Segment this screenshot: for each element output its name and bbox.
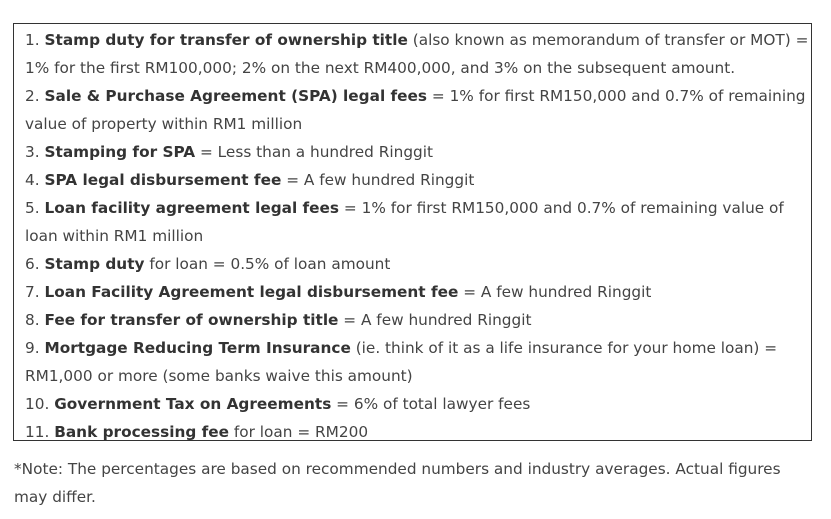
fee-description: = 6% of total lawyer fees bbox=[331, 395, 531, 413]
fee-number: 11. bbox=[25, 423, 50, 441]
fee-title: Bank processing fee bbox=[54, 423, 230, 441]
fee-number: 6. bbox=[25, 255, 40, 273]
fee-item-8 bbox=[25, 306, 811, 334]
fee-item-11 bbox=[25, 418, 811, 446]
fee-number: 9. bbox=[25, 339, 40, 357]
fee-number: 4. bbox=[25, 171, 40, 189]
fee-number: 5. bbox=[25, 199, 40, 217]
fee-title: Mortgage Reducing Term Insurance bbox=[44, 339, 351, 357]
fee-number: 3. bbox=[25, 143, 40, 161]
fee-title: Stamp duty bbox=[44, 255, 145, 273]
fee-item-3 bbox=[25, 138, 811, 166]
fee-title: Fee for transfer of ownership title bbox=[44, 311, 339, 329]
fee-description: = A few hundred Ringgit bbox=[458, 283, 652, 301]
fee-item-10 bbox=[25, 390, 811, 418]
fee-title: Government Tax on Agreements bbox=[54, 395, 332, 413]
fee-number: 2. bbox=[25, 87, 40, 105]
fee-item-9 bbox=[25, 334, 811, 390]
fee-description: (also known as memorandum of transfer or MOT) = 1% for the first RM100,000; 2% on the next RM400,000, and 3% on the subsequent amount. bbox=[25, 31, 809, 77]
fee-number: 10. bbox=[25, 395, 50, 413]
fee-title: Loan Facility Agreement legal disbursement fee bbox=[44, 283, 459, 301]
fee-description: for loan = RM200 bbox=[229, 423, 369, 441]
fees-list-box bbox=[13, 23, 812, 441]
fee-item-5 bbox=[25, 194, 811, 250]
fee-title: Stamp duty for transfer of ownership title bbox=[44, 31, 408, 49]
fee-item-4 bbox=[25, 166, 811, 194]
fee-title: Stamping for SPA bbox=[44, 143, 196, 161]
fee-description: (ie. think of it as a life insurance for your home loan) = RM1,000 or more (some banks waive this amount) bbox=[25, 339, 778, 385]
fee-number: 7. bbox=[25, 283, 40, 301]
fee-title: Loan facility agreement legal fees bbox=[44, 199, 340, 217]
disclaimer-note: *Note: The percentages are based on recommended numbers and industry averages. Actual figures may differ. bbox=[14, 460, 781, 506]
fee-description: = 1% for first RM150,000 and 0.7% of remaining value of loan within RM1 million bbox=[25, 199, 784, 245]
fee-description: = A few hundred Ringgit bbox=[338, 311, 532, 329]
fee-item-1 bbox=[25, 26, 811, 82]
fee-description: = Less than a hundred Ringgit bbox=[195, 143, 433, 161]
fee-description: = 1% for first RM150,000 and 0.7% of remaining value of property within RM1 million bbox=[25, 87, 806, 133]
fee-number: 1. bbox=[25, 31, 40, 49]
fee-description: for loan = 0.5% of loan amount bbox=[144, 255, 391, 273]
fee-item-6 bbox=[25, 250, 811, 278]
fee-number: 8. bbox=[25, 311, 40, 329]
fee-title: Sale & Purchase Agreement (SPA) legal fees bbox=[44, 87, 428, 105]
fee-item-7 bbox=[25, 278, 811, 306]
fee-description: = A few hundred Ringgit bbox=[281, 171, 475, 189]
fee-title: SPA legal disbursement fee bbox=[44, 171, 282, 189]
fee-item-2 bbox=[25, 82, 811, 138]
